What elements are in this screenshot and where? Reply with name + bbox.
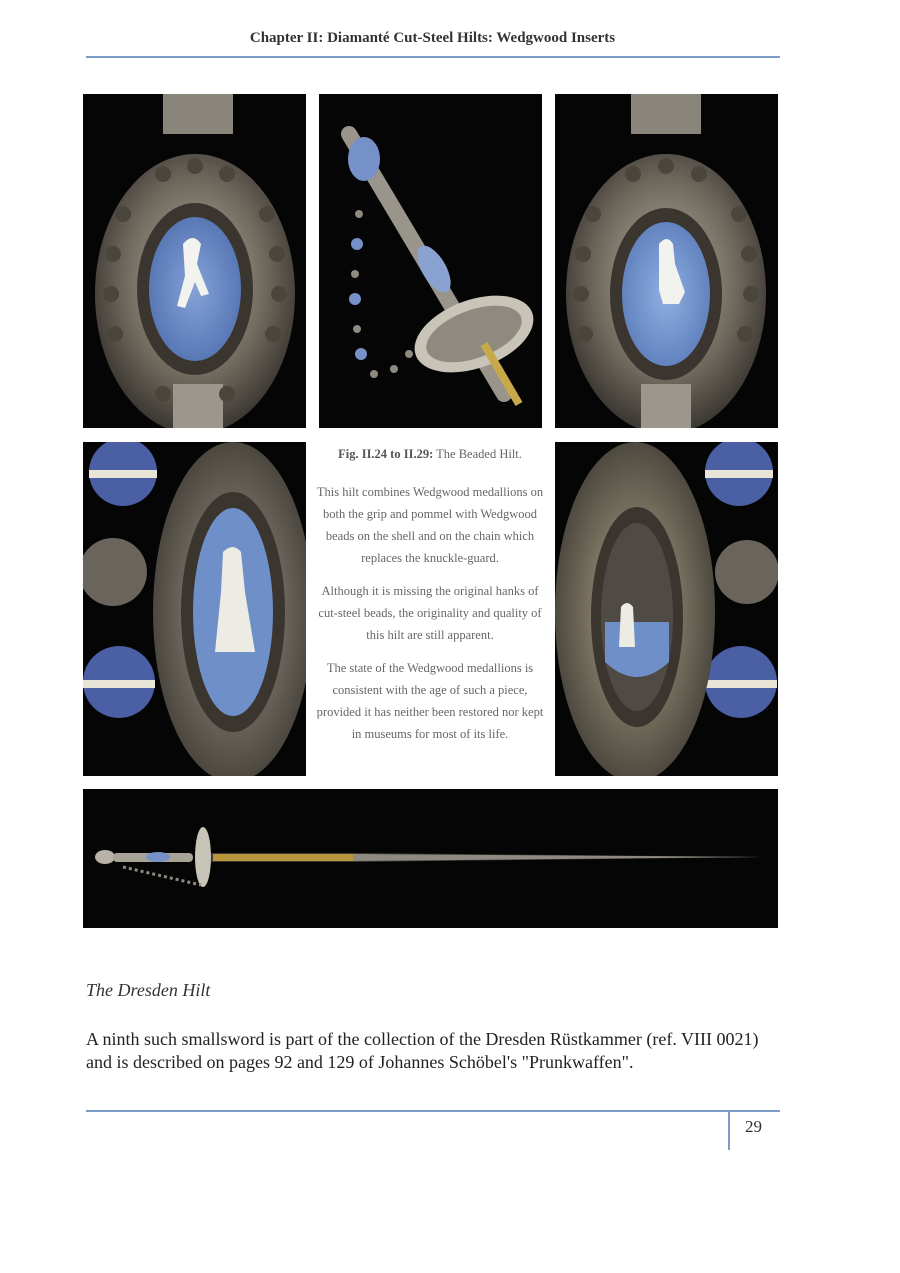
photo-full-sword [83, 789, 778, 928]
caption-title [314, 443, 546, 465]
header-rule [86, 56, 780, 58]
photo-pommel-medallion-2 [555, 94, 778, 428]
caption-fig-label: Fig. II.24 to II.29: [338, 447, 434, 461]
caption-paragraph: The state of the Wedgwood medallions is consistent with the age of such a piece, provided it has neither been restored nor kept in museums for most of its life. [316, 661, 544, 741]
caption-paragraph: Although it is missing the original hanks of cut-steel beads, the originality and quality of this hilt are still apparent. [318, 584, 542, 642]
section-heading: The Dresden Hilt [86, 980, 211, 1000]
caption-fig-title: The Beaded Hilt. [433, 447, 522, 461]
body-paragraph: A ninth such smallsword is part of the collection of the Dresden Rüstkammer (ref. VIII 0021) and is described on pages 92 and 129 of Johannes Schöbel's "Prunkwaffen". [86, 1029, 759, 1072]
photo-pommel-medallion-1 [83, 94, 306, 428]
photo-grip-medallion-with-beads [83, 442, 306, 776]
figure-caption [314, 443, 546, 756]
chapter-header: Chapter II: Diamanté Cut-Steel Hilts: Wedgwood Inserts [249, 30, 616, 46]
photo-grip-medallion-reverse [555, 442, 778, 776]
caption-paragraph: This hilt combines Wedgwood medallions on both the grip and pommel with Wedgwood beads on the shell and on the chain which replaces the knuckle-guard. [316, 485, 544, 565]
footer-divider [728, 1110, 730, 1150]
photo-full-hilt-with-chain [319, 94, 542, 428]
footer-rule [86, 1110, 780, 1112]
page-number: 29 [745, 1117, 762, 1136]
